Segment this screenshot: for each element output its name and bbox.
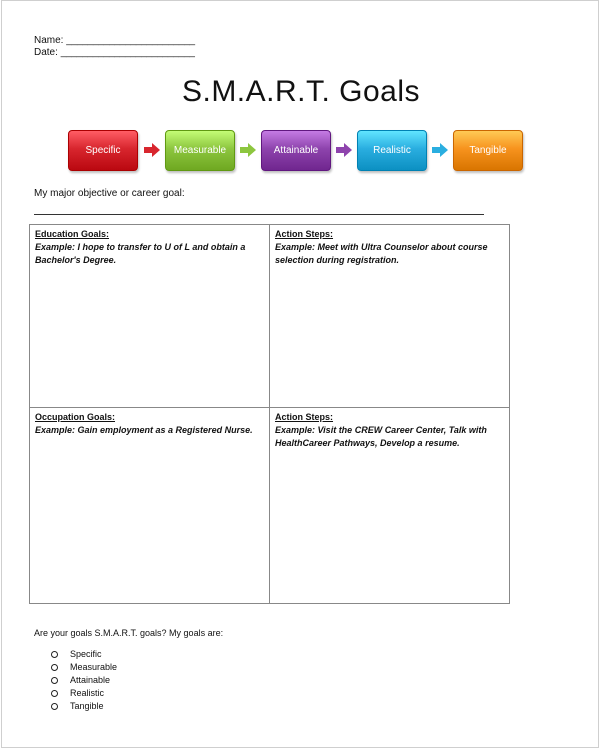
education-goals-cell[interactable]: [30, 225, 270, 408]
step-label: Specific: [85, 145, 121, 156]
occupation-action-steps-example: Example: Visit the CREW Career Center, Talk with HealthCareer Pathways, Develop a resume.: [275, 425, 487, 448]
checklist-item-label: Attainable: [70, 675, 111, 685]
date-label: Date:: [34, 47, 58, 58]
step-specific: [68, 130, 138, 171]
hollow-circle-icon: [51, 651, 58, 658]
name-blank-line[interactable]: ________________________: [66, 35, 195, 46]
arrow-right-icon: [240, 143, 256, 157]
name-label: Name:: [34, 35, 64, 46]
arrow-right-icon: [144, 143, 160, 157]
checklist-item-label: Realistic: [70, 688, 105, 698]
checklist-item[interactable]: [34, 687, 117, 700]
checklist-item[interactable]: [34, 700, 117, 713]
arrow-shape: [432, 143, 448, 157]
checklist-item[interactable]: [34, 674, 117, 687]
hollow-circle-icon: [51, 690, 58, 697]
checklist-item-label: Specific: [70, 649, 102, 659]
arrow-right-icon: [336, 143, 352, 157]
date-field[interactable]: [34, 47, 195, 59]
date-blank-line[interactable]: _________________________: [60, 47, 195, 58]
checklist-item-label: Measurable: [70, 662, 118, 672]
education-action-steps-example: Example: Meet with Ultra Counselor about course selection during registration.: [275, 242, 488, 265]
step-tangible: [453, 130, 523, 171]
worksheet-page: [1, 0, 599, 748]
arrow-shape: [240, 143, 256, 157]
occupation-goals-heading: Occupation Goals:: [35, 412, 116, 422]
occupation-goals-example: Example: Gain employment as a Registered Nurse.: [35, 425, 253, 435]
smart-checklist: [34, 648, 117, 713]
occupation-goals-cell[interactable]: [30, 408, 270, 604]
step-attainable: [261, 130, 331, 171]
education-action-steps-cell[interactable]: [270, 225, 510, 408]
education-goals-heading: Education Goals:: [35, 229, 110, 239]
arrow-right-icon: [432, 143, 448, 157]
step-measurable: [165, 130, 235, 171]
step-label: Attainable: [273, 145, 319, 156]
hollow-circle-icon: [51, 703, 58, 710]
occupation-action-steps-heading: Action Steps:: [275, 412, 334, 422]
hollow-circle-icon: [51, 677, 58, 684]
step-label: Measurable: [173, 145, 227, 156]
hollow-circle-icon: [51, 664, 58, 671]
arrow-shape: [336, 143, 352, 157]
step-label: Realistic: [373, 145, 411, 156]
step-realistic: [357, 130, 427, 171]
checklist-item-label: Tangible: [70, 701, 104, 711]
step-label: Tangible: [469, 145, 507, 156]
occupation-action-steps-cell[interactable]: [270, 408, 510, 604]
objective-label: My major objective or career goal:: [34, 188, 185, 199]
education-goals-example: Example: I hope to transfer to U of L and obtain a Bachelor's Degree.: [35, 242, 246, 265]
smart-check-question: Are your goals S.M.A.R.T. goals? My goals are:: [34, 628, 224, 638]
page-title: S.M.A.R.T. Goals: [181, 75, 421, 108]
arrow-shape: [144, 143, 160, 157]
objective-answer-line[interactable]: [34, 214, 484, 215]
name-field[interactable]: [34, 35, 195, 47]
checklist-item[interactable]: [34, 648, 117, 661]
education-action-steps-heading: Action Steps:: [275, 229, 334, 239]
checklist-item[interactable]: [34, 661, 117, 674]
goals-grid: [29, 224, 510, 604]
smart-steps-diagram: [68, 130, 528, 174]
